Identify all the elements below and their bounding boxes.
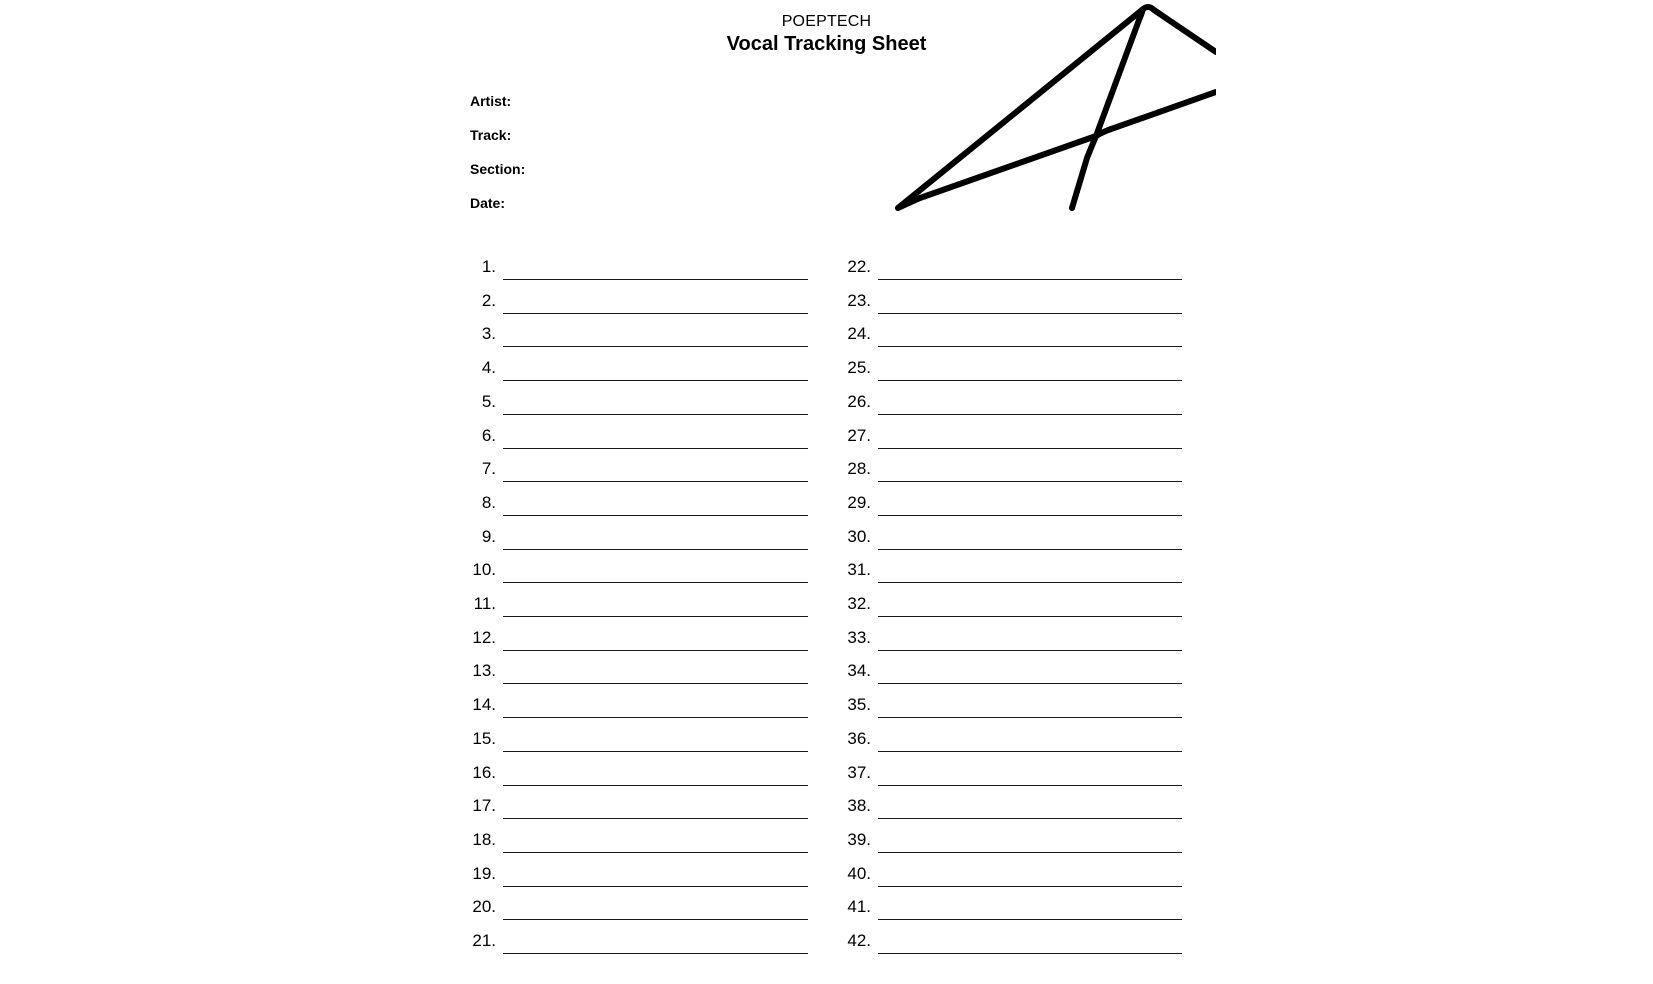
tracking-line[interactable] [0, 557, 1653, 585]
tracking-line[interactable] [0, 321, 1653, 349]
artist-label: Artist: [470, 93, 512, 109]
write-in-line[interactable] [878, 279, 1182, 280]
line-number: 35. [847, 695, 871, 715]
tracking-line[interactable] [0, 894, 1653, 922]
track-label: Track: [470, 127, 512, 143]
line-number: 25. [847, 358, 871, 378]
line-number: 7. [481, 459, 496, 479]
line-number: 36. [847, 728, 871, 748]
tracking-line[interactable] [0, 456, 1653, 484]
tracking-line[interactable] [0, 625, 1653, 653]
tracking-line[interactable] [0, 793, 1653, 821]
tracking-line[interactable] [0, 423, 1653, 451]
write-in-line[interactable] [878, 616, 1182, 617]
write-in-line[interactable] [878, 953, 1182, 954]
tracking-line[interactable] [0, 288, 1653, 316]
line-number: 29. [847, 492, 871, 512]
line-number: 38. [847, 796, 871, 816]
tracking-line[interactable] [0, 692, 1653, 720]
line-number: 30. [847, 526, 871, 546]
tracking-line[interactable] [0, 389, 1653, 417]
tracking-line[interactable] [0, 827, 1653, 855]
line-number: 24. [847, 324, 871, 344]
line-number: 40. [847, 863, 871, 883]
write-in-line[interactable] [878, 515, 1182, 516]
line-number: 32. [847, 594, 871, 613]
write-in-line[interactable] [878, 313, 1182, 314]
write-in-line[interactable] [878, 346, 1182, 347]
line-number: 39. [847, 829, 871, 849]
line-number: 27. [847, 425, 871, 445]
write-in-line[interactable] [878, 683, 1182, 684]
line-number: 17. [472, 796, 496, 816]
line-number: 11. [473, 594, 496, 613]
line-number: 41. [847, 897, 871, 917]
signature-logo-icon [890, 0, 1216, 215]
write-in-line[interactable] [878, 582, 1182, 583]
line-number: 13. [472, 661, 496, 681]
write-in-line[interactable] [878, 549, 1182, 550]
line-number: 31. [847, 560, 871, 580]
tracking-line[interactable] [0, 524, 1653, 552]
tracking-line[interactable] [0, 928, 1653, 956]
line-number: 19. [472, 863, 496, 883]
tracking-line[interactable] [0, 490, 1653, 518]
tracking-line[interactable] [0, 726, 1653, 754]
line-number: 3. [481, 324, 496, 344]
line-number: 8. [481, 492, 496, 512]
write-in-line[interactable] [878, 717, 1182, 718]
write-in-line[interactable] [878, 886, 1182, 887]
write-in-line[interactable] [878, 852, 1182, 853]
line-number: 42. [847, 931, 871, 950]
line-number: 2. [481, 290, 496, 310]
tracking-line[interactable] [0, 658, 1653, 686]
date-label: Date: [470, 195, 506, 211]
brand-name: POEPTECH [781, 13, 872, 30]
write-in-line[interactable] [878, 448, 1182, 449]
tracking-line[interactable] [0, 591, 1653, 619]
line-number: 33. [847, 627, 871, 647]
line-number: 16. [472, 762, 496, 782]
line-number: 28. [847, 459, 871, 479]
tracking-line[interactable] [0, 355, 1653, 383]
line-number: 15. [472, 728, 496, 748]
write-in-line[interactable] [878, 650, 1182, 651]
write-in-line[interactable] [878, 785, 1182, 786]
line-number: 18. [472, 829, 496, 849]
line-number: 23. [847, 290, 871, 310]
tracking-line[interactable] [0, 254, 1653, 282]
line-number: 4. [481, 358, 496, 378]
section-label: Section: [470, 161, 526, 177]
line-number: 26. [847, 391, 871, 411]
write-in-line[interactable] [878, 380, 1182, 381]
line-number: 10. [472, 560, 496, 580]
write-in-line[interactable] [878, 481, 1182, 482]
write-in-line[interactable] [878, 414, 1182, 415]
line-number: 20. [472, 897, 496, 917]
line-number: 21. [472, 931, 496, 950]
tracking-line[interactable] [0, 760, 1653, 788]
line-number: 14. [472, 695, 496, 715]
tracking-line[interactable] [0, 861, 1653, 889]
write-in-line[interactable] [878, 818, 1182, 819]
line-number: 6. [481, 425, 496, 445]
line-number: 34. [847, 661, 871, 681]
line-number: 5. [481, 391, 496, 411]
line-number: 37. [847, 762, 871, 782]
line-number: 1. [481, 257, 496, 276]
write-in-line[interactable] [878, 919, 1182, 920]
write-in-line[interactable] [878, 751, 1182, 752]
page-title: Vocal Tracking Sheet [726, 33, 927, 55]
line-number: 9. [481, 526, 496, 546]
line-number: 22. [847, 257, 871, 276]
line-number: 12. [472, 627, 496, 647]
